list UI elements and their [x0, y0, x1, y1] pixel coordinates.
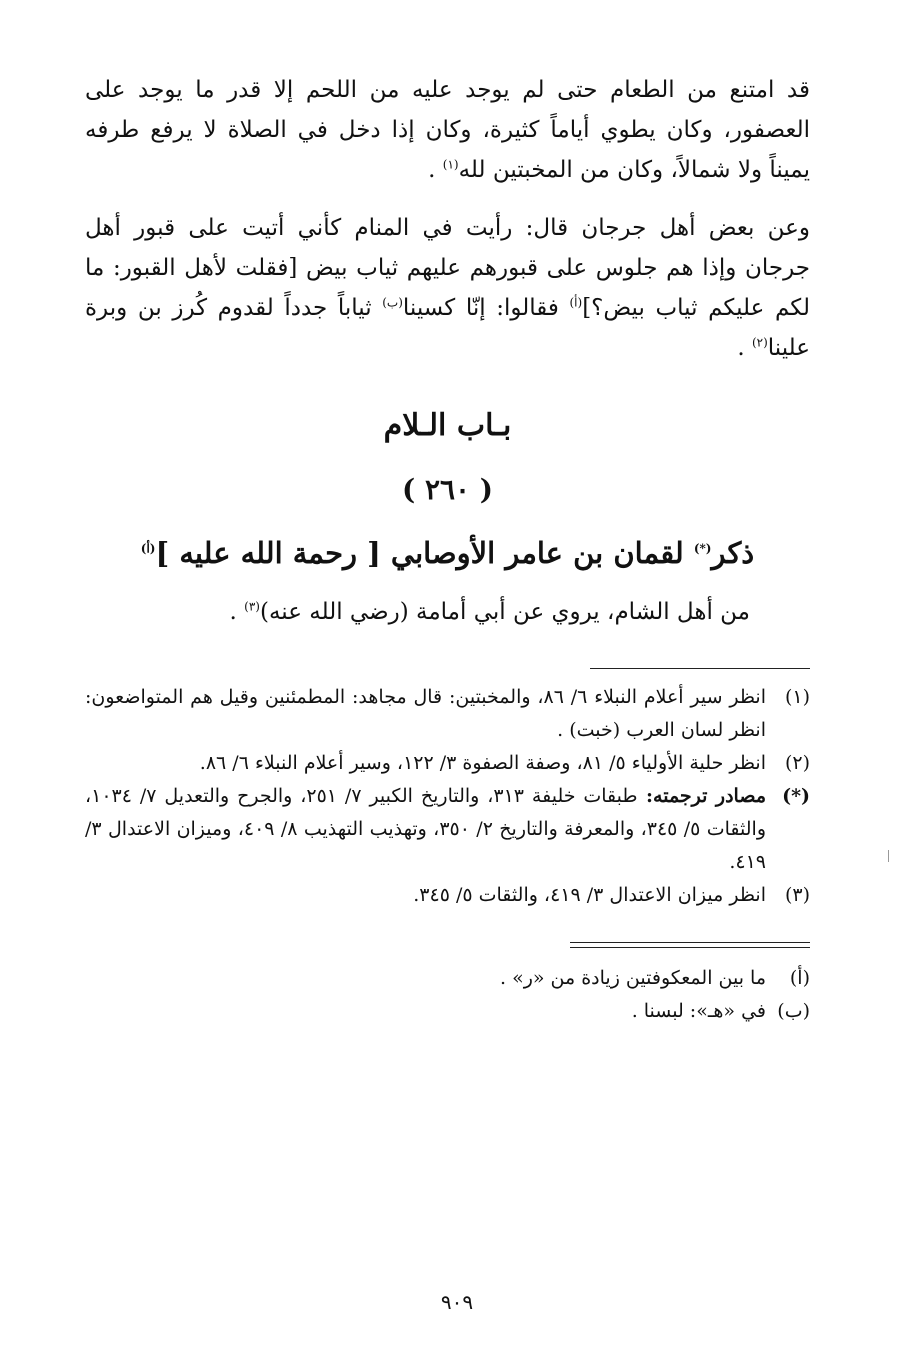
entry-body — [85, 592, 810, 632]
footnote-mark: (٣) — [784, 884, 810, 906]
sources-list: طبقات خليفة ٣١٣، والتاريخ الكبير ٧/ ٢٥١، والجرح والتعديل ٧/ ١٠٣٤، والثقات ٥/ ٣٤٥، والمعرفة والتاريخ ٢/ ٣٥٠، وتهذيب التهذيب ٨/ ٤٠٩، وميزان الاعتدال ٣/ ٤١٩. — [85, 785, 766, 873]
paragraph-end: . — [737, 335, 752, 361]
variant-text: ما بين المعكوفتين زيادة من «ر» . — [500, 967, 766, 989]
footnote-1 — [85, 681, 810, 747]
footnote-ref[interactable]: (١) — [442, 157, 459, 172]
variant-mark: (أ) — [789, 967, 810, 989]
variant-notes — [85, 962, 810, 1028]
footnote-sources — [85, 780, 810, 879]
footnote-mark: (١) — [784, 686, 810, 708]
footnote-mark-star: (*) — [782, 785, 810, 807]
variant-ref[interactable]: (أ) — [569, 295, 583, 310]
footnote-text — [85, 780, 766, 879]
footnote-2 — [85, 747, 810, 780]
footnote-separator — [590, 668, 810, 669]
footnote-mark: (٢) — [784, 752, 810, 774]
variant-ref[interactable]: (أ) — [140, 541, 156, 556]
variant-separator — [570, 942, 810, 948]
entry-title-name: لقمان بن عامر الأوصابي [ رحمة الله عليه ] — [155, 536, 694, 570]
chapter-heading: بـاب الـلام — [383, 408, 512, 443]
body-paragraph-1 — [85, 70, 810, 190]
paragraph-text: ثياباً جدداً لقدوم كُرز بن وبرة علينا — [85, 295, 810, 361]
page-number: ٩٠٩ — [440, 1290, 474, 1314]
footnote-ref[interactable]: (٣) — [244, 599, 260, 614]
paragraph-text: قد امتنع من الطعام حتى لم يوجد عليه من اللحم إلا قدر ما يوجد على العصفور، وكان يطوي أياماً كثيرة، وكان إذا دخل في الصلاة لا يرفع طرفه يميناً ولا شمالاً، وكان من المخبتين لله — [85, 77, 810, 183]
sources-ref[interactable]: (*) — [693, 541, 712, 556]
paragraph-text: وعن بعض أهل جرجان قال: رأيت في المنام كأني أتيت على قبور أهل جرجان وإذا هم جلوس على قبورهم عليهم ثياب بيض [فقلت لأهل القبور: ما لكم عليكم ثياب بيض؟] — [85, 215, 810, 321]
paragraph-text: فقالوا: إنّا كسينا — [402, 295, 570, 321]
variant-note-a — [85, 962, 810, 995]
entry-title — [85, 528, 810, 578]
entry-body-end: . — [229, 599, 245, 625]
footnotes — [85, 681, 810, 912]
paragraph-end: . — [428, 157, 443, 183]
variant-text: في «هـ»: لبسنا . — [631, 1000, 766, 1022]
footnote-mark — [766, 780, 810, 879]
entry-body-text: من أهل الشام، يروي عن أبي أمامة (رضي الله عنه) — [259, 599, 750, 625]
entry-number: ( ٢٦٠ ) — [401, 473, 494, 506]
variant-note-b — [85, 995, 810, 1028]
body-paragraph-2 — [85, 208, 810, 368]
variant-ref[interactable]: (ب) — [382, 295, 403, 310]
footnote-ref[interactable]: (٢) — [751, 335, 768, 350]
footnote-text: انظر سير أعلام النبلاء ٦/ ٨٦، والمخبتين: قال مجاهد: المطمئنين وقيل هم المتواضعون: انظر لسان العرب (خبت) . — [85, 686, 766, 741]
sources-label: مصادر ترجمته: — [637, 785, 766, 807]
footnote-3 — [85, 879, 810, 912]
variant-mark: (ب) — [777, 1000, 810, 1022]
footnote-text: انظر حلية الأولياء ٥/ ٨١، وصفة الصفوة ٣/ ١٢٢، وسير أعلام النبلاء ٦/ ٨٦. — [199, 752, 766, 774]
footnote-text: انظر ميزان الاعتدال ٣/ ٤١٩، والثقات ٥/ ٣٤٥. — [413, 884, 766, 906]
margin-mark — [888, 850, 889, 862]
entry-title-prefix: ذكر — [711, 536, 755, 570]
page-content — [85, 70, 810, 1028]
